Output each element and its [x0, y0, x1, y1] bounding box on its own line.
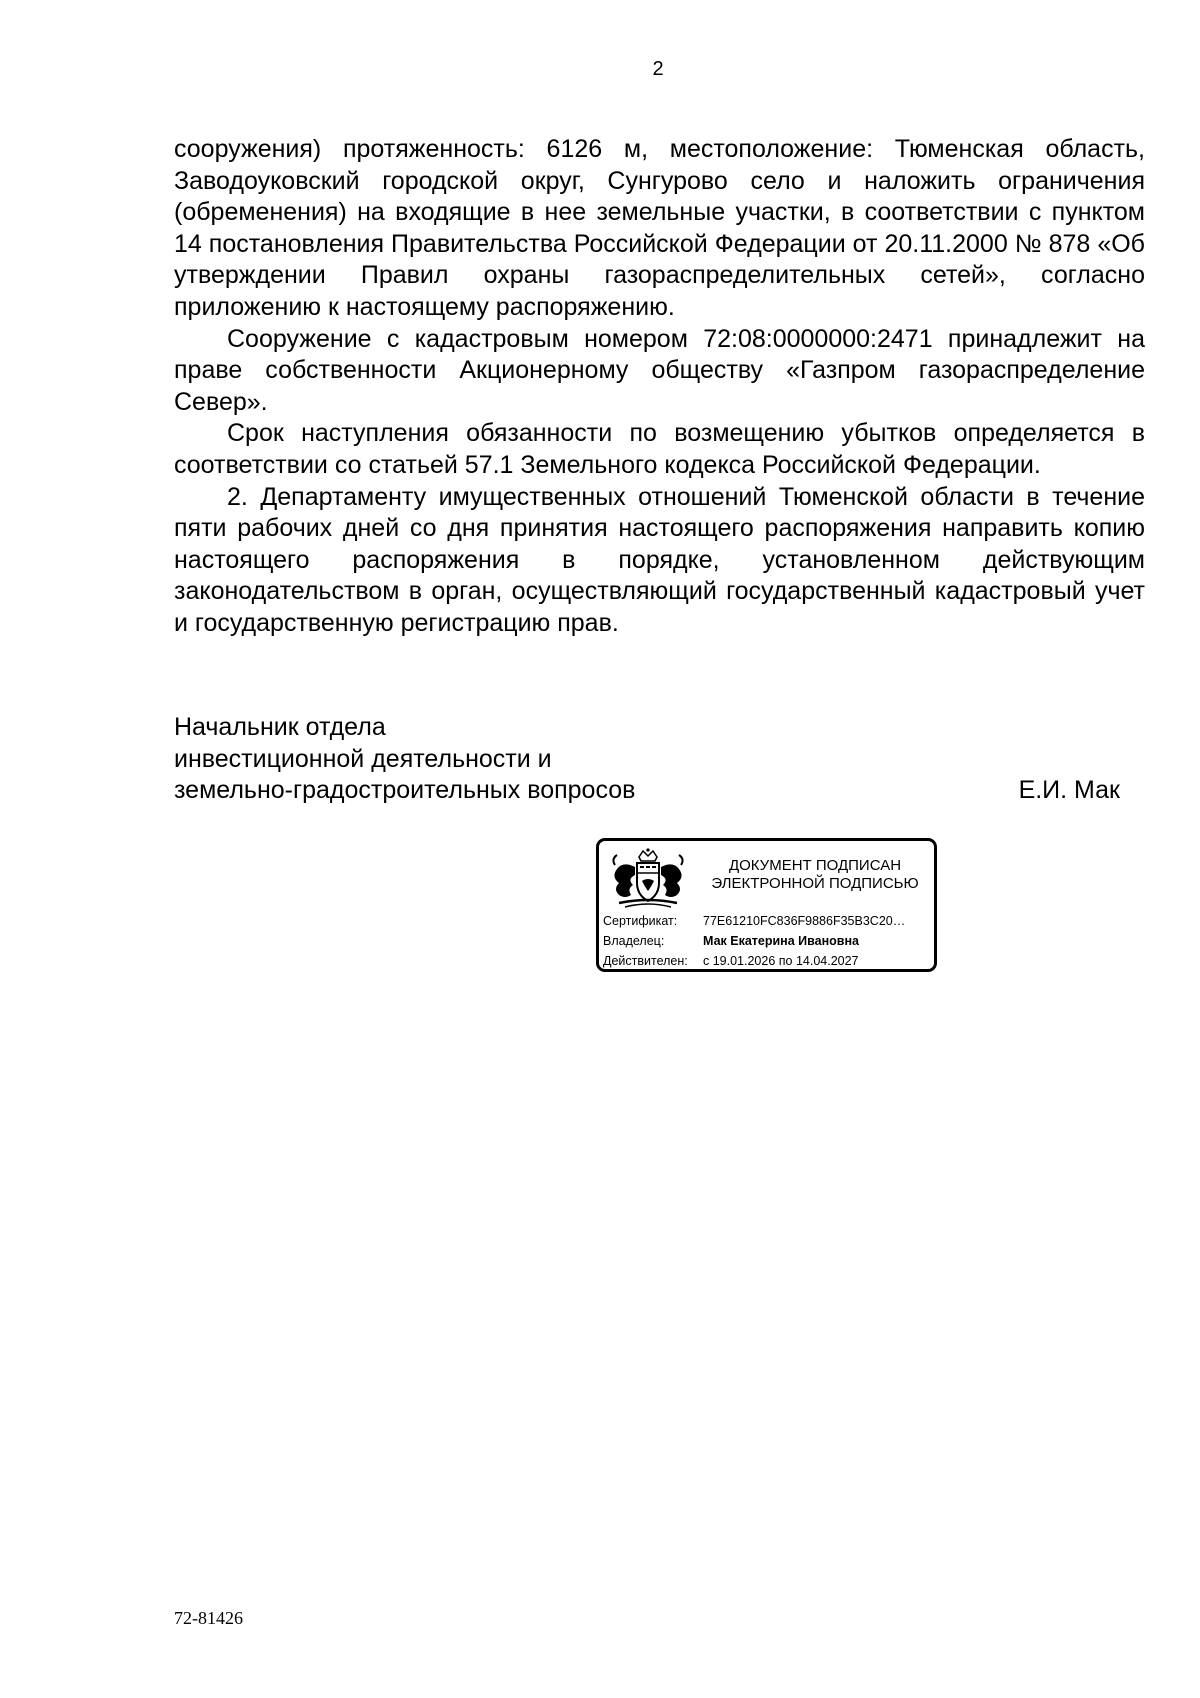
stamp-certificate-value: 77E61210FC836F9886F35B3C20…	[703, 914, 906, 928]
stamp-title-line: ЭЛЕКТРОННОЙ ПОДПИСЬЮ	[711, 875, 919, 892]
signatory-position-line: земельно-градостроительных вопросов	[174, 776, 636, 805]
tyumen-coat-of-arms-icon	[607, 847, 689, 909]
electronic-signature-stamp	[596, 838, 937, 972]
paragraph-ownership: Сооружение с кадастровым номером 72:08:0000000:2471 принадлежит на праве собственности Акционерному обществу «Газпром газораспределение Север».	[174, 324, 1145, 416]
page-number: 2	[652, 58, 664, 80]
document-body	[174, 134, 1145, 640]
stamp-validity-value: с 19.01.2026 по 14.04.2027	[703, 954, 859, 968]
stamp-certificate-row	[603, 914, 905, 928]
paragraph-compensation: Срок наступления обязанности по возмещению убытков определяется в соответствии со статьей 57.1 Земельного кодекса Российской Федерации.	[174, 419, 1145, 479]
stamp-certificate-label: Сертификат:	[603, 914, 678, 928]
signatory-name: Е.И. Мак	[1018, 776, 1120, 805]
stamp-title-line: ДОКУМЕНТ ПОДПИСАН	[728, 857, 902, 874]
stamp-owner-row	[603, 934, 859, 948]
paragraph-continuation: сооружения) протяженность: 6126 м, местоположение: Тюменская область, Заводоуковский городской округ, Сунгурово село и наложить ограничения (обременения) на входящие в нее земельные участки, в соответствии с пунктом 14 постановления Правительства Российской Федерации от 20.11.2000 № 878 «Об утверждении Правил охраны газораспределительных сетей», согласно приложению к настоящему распоряжению.	[174, 135, 1145, 321]
stamp-title	[697, 857, 933, 893]
stamp-owner-label: Владелец:	[603, 934, 665, 948]
signature-block	[174, 712, 1120, 807]
stamp-validity-row	[603, 954, 859, 968]
stamp-owner-value: Мак Екатерина Ивановна	[703, 934, 859, 948]
stamp-validity-label: Действителен:	[603, 954, 688, 968]
paragraph-item-2: 2. Департаменту имущественных отношений Тюменской области в течение пяти рабочих дней со дня принятия настоящего распоряжения направить копию настоящего распоряжения в порядке, установленном действующим законодательством в орган, осуществляющий государственный кадастровый учет и государственную регистрацию прав.	[174, 482, 1145, 637]
signatory-position-line: Начальник отдела	[174, 713, 386, 741]
signatory-position-line: инвестиционной деятельности и	[174, 744, 552, 773]
document-registration-number: 72-81426	[174, 1608, 243, 1628]
